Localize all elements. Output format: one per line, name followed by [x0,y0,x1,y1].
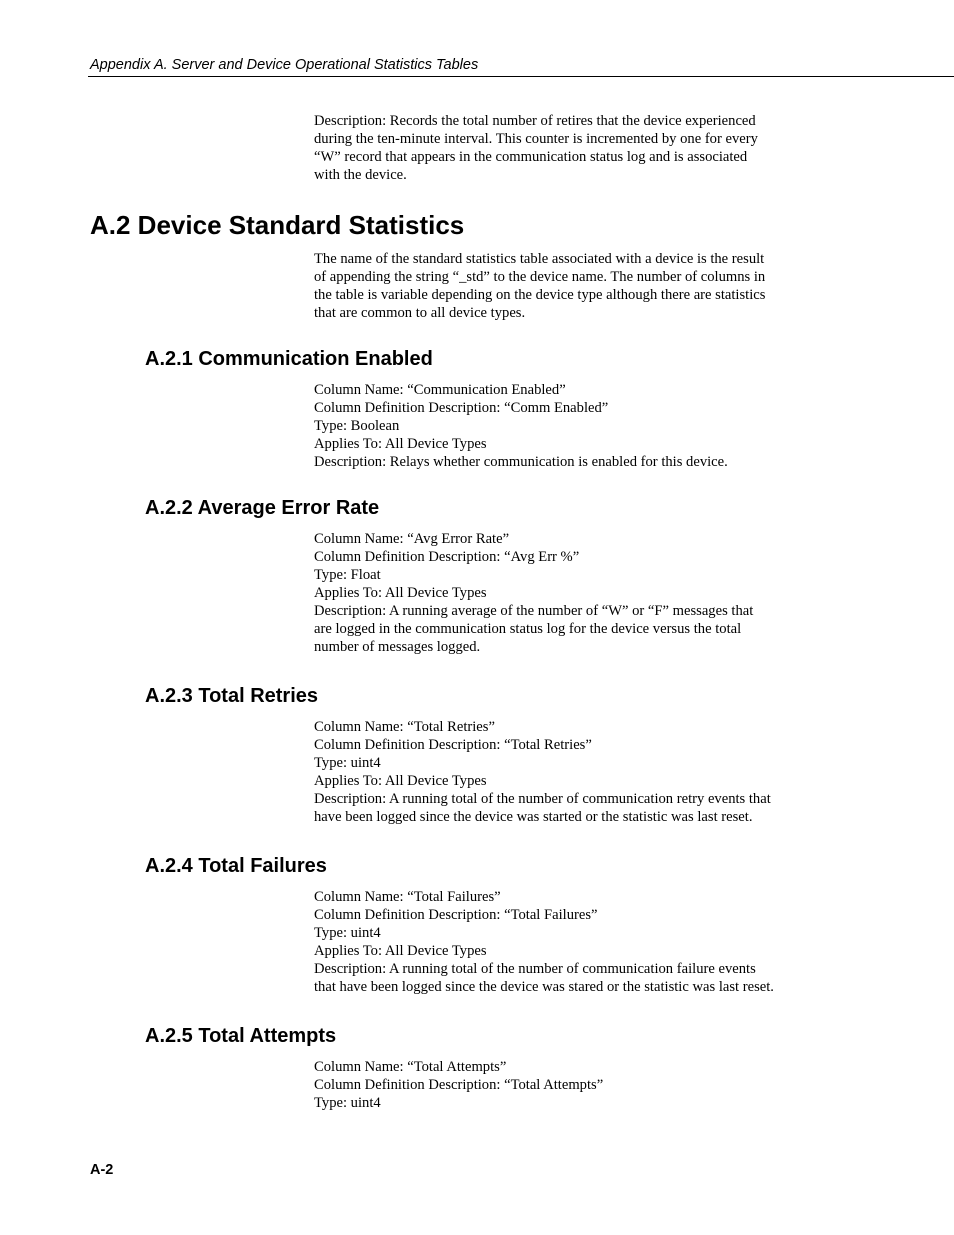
subsection-heading-total-failures: A.2.4 Total Failures [145,855,327,877]
description-line: number of messages logged. [314,639,481,655]
text-line: Description: Records the total number of retires that the device experienced [314,113,756,129]
column-type: Type: uint4 [314,755,381,771]
intro-description [314,112,814,184]
column-name: Column Name: “Total Failures” [314,889,501,905]
column-type: Type: Boolean [314,418,400,434]
text-line: with the device. [314,167,407,183]
text-line: of appending the string “_std” to the device name. The number of columns in [314,269,766,285]
subsection-heading-communication-enabled: A.2.1 Communication Enabled [145,348,433,370]
description-line: Description: A running average of the number of “W” or “F” messages that [314,603,754,619]
description-line: that have been logged since the device was stared or the statistic was last reset. [314,979,774,995]
text-line: during the ten-minute interval. This counter is incremented by one for every [314,131,758,147]
subsection-body-communication-enabled [314,381,814,471]
text-line: the table is variable depending on the device type although there are statistics [314,287,766,303]
page-number: A-2 [90,1162,114,1178]
text-line: that are common to all device types. [314,305,526,321]
subsection-body-total-attempts [314,1058,814,1112]
column-name: Column Name: “Total Attempts” [314,1059,507,1075]
subsection-body-total-retries [314,718,814,826]
column-definition: Column Definition Description: “Total Attempts” [314,1077,604,1093]
section-intro [314,250,814,322]
applies-to: Applies To: All Device Types [314,436,487,452]
description-line: Description: Relays whether communication is enabled for this device. [314,454,728,470]
description-line: Description: A running total of the number of communication failure events [314,961,756,977]
column-name: Column Name: “Communication Enabled” [314,382,566,398]
running-header: Appendix A. Server and Device Operational Statistics Tables [90,57,479,73]
column-type: Type: Float [314,567,381,583]
description-line: are logged in the communication status log for the device versus the total [314,621,742,637]
subsection-heading-average-error-rate: A.2.2 Average Error Rate [145,497,380,519]
column-name: Column Name: “Avg Error Rate” [314,531,510,547]
text-line: “W” record that appears in the communication status log and is associated [314,149,748,165]
applies-to: Applies To: All Device Types [314,585,487,601]
column-definition: Column Definition Description: “Comm Enabled” [314,400,609,416]
header-rule [88,76,954,77]
description-line: Description: A running total of the number of communication retry events that [314,791,771,807]
subsection-heading-total-attempts: A.2.5 Total Attempts [145,1025,337,1047]
description-line: have been logged since the device was started or the statistic was last reset. [314,809,753,825]
column-definition: Column Definition Description: “Total Failures” [314,907,598,923]
column-type: Type: uint4 [314,1095,381,1111]
section-heading: A.2 Device Standard Statistics [90,210,465,240]
column-definition: Column Definition Description: “Avg Err %” [314,549,580,565]
subsection-body-total-failures [314,888,814,996]
subsection-body-average-error-rate [314,530,814,656]
column-type: Type: uint4 [314,925,381,941]
applies-to: Applies To: All Device Types [314,943,487,959]
text-line: The name of the standard statistics table associated with a device is the result [314,251,765,267]
subsection-heading-total-retries: A.2.3 Total Retries [145,685,319,707]
column-definition: Column Definition Description: “Total Retries” [314,737,592,753]
applies-to: Applies To: All Device Types [314,773,487,789]
column-name: Column Name: “Total Retries” [314,719,495,735]
